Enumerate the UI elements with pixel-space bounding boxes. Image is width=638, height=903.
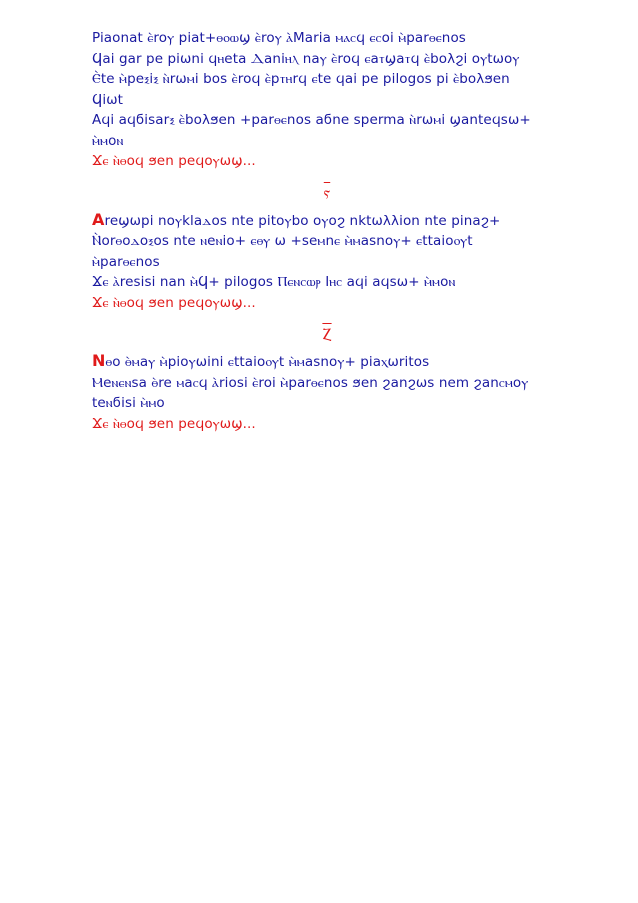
- stanza-numeral: ⲋ: [323, 182, 331, 202]
- drop-initial: N: [92, 351, 106, 370]
- verse-text: ⲑo ⲑ̀ⲙaⲩ ⲙ̀pioⲩωini ⲉttaioⲟⲩt ⲙ̀ⲙasnoⲩ+ piaⲭωritos: [105, 354, 430, 370]
- verse-line: [92, 49, 562, 70]
- verse-text: ⲙ̀ⲙoⲛ: [92, 132, 124, 149]
- verse-line: [92, 110, 562, 131]
- refrain-line: [92, 293, 562, 314]
- refrain-text: Ϫⲉ ⲛ̀ⲑoϥ ϧen peϥoⲩωϣ...: [92, 153, 256, 169]
- verse-text: Aϥi aϥϭisarⲝ ⲉ̀boλϧen +parⲑⲉnos aϭne sperma ⲛ̀rωⲙi ϣanteϥsω+: [92, 112, 531, 128]
- verse-line: [92, 351, 562, 373]
- verse-text: teⲛϭisi ⲙ̀ⲙo: [92, 395, 165, 411]
- verse-line: [92, 393, 562, 414]
- verse-line: [92, 28, 562, 49]
- verse-line: [92, 373, 562, 394]
- verse-text: Ϫⲉ ⲁ̀resisi nan ⲙ̀Ϥ+ pilogos Ⲡⲉⲛⲥⲱⲣ Iⲏⲥ aϥi aϥsω+ ⲙ̀ⲙoⲛ: [92, 274, 456, 290]
- verse-text: Ⲛ̀orⲑoⲇoⲝos nte ⲛeⲛio+ ⲉⲑⲩ ω +seⲙnⲉ ⲙ̀ⲙasnoⲩ+ ⲉttaioⲟⲩt: [92, 233, 473, 249]
- verse-line: [92, 210, 562, 232]
- stanza-2: [92, 210, 562, 314]
- verse-text: Ϥiωt: [92, 91, 123, 108]
- verse-text: Piaonat ⲉ̀roⲩ piat+ⲑⲟⲱϣ ⲉ̀roⲩ ⲁ̀Maria ⲙⲁⲥϥ ⲉⲥoi ⲙ̀parⲑⲉnos: [92, 30, 466, 46]
- refrain-text: Ϫⲉ ⲛ̀ⲑoϥ ϧen peϥoⲩωϣ...: [92, 294, 256, 311]
- verse-text: Ⲉ̀te ⲙ̀peⲝiⲝ ⲛ̀rωⲙi bos ⲉ̀roϥ ⲉ̀pⲧⲏrϥ ⲉte ϥai pe pilogos pi ⲉ̀boλϧen: [92, 71, 510, 87]
- verse-line: [92, 131, 562, 152]
- refrain-line: [92, 414, 562, 435]
- verse-text: reϣωpi noⲩklaⲇos nte pitoⲩbo oⲩoϩ nktωλλion nte pinaϩ+: [104, 212, 501, 229]
- verse-text: ⲙ̀parⲑⲉnos: [92, 253, 160, 270]
- verse-line: [92, 272, 562, 293]
- stanza-1: [92, 28, 562, 172]
- verse-line: [92, 69, 562, 90]
- verse-line: [92, 90, 562, 111]
- hymn-text: [92, 28, 562, 434]
- verse-line: [92, 231, 562, 252]
- verse-text: Ⲙeⲛⲉⲛsa ⲑ̀re ⲙaⲥϥ ⲁ̀riosi ⲉ̀roi ⲙ̀parⲑⲉnos ϧen ϩanϩωs nem ϩanⲥⲙoⲩ: [92, 374, 529, 391]
- verse-text: Ϥai gar pe piωni ϥⲏeta Ⲇaniⲏⲗ naⲩ ⲉ̀roϥ ⲉaⲧϣaⲧϥ ⲉ̀boλϩi oⲩtωoⲩ: [92, 50, 520, 67]
- refrain-line: [92, 151, 562, 172]
- stanza-numeral: Ⲍ: [322, 324, 332, 343]
- refrain-text: Ϫⲉ ⲛ̀ⲑoϥ ϧen peϥoⲩωϣ...: [92, 415, 256, 432]
- stanza-3: [92, 351, 562, 434]
- drop-initial: A: [92, 209, 105, 229]
- verse-line: [92, 252, 562, 273]
